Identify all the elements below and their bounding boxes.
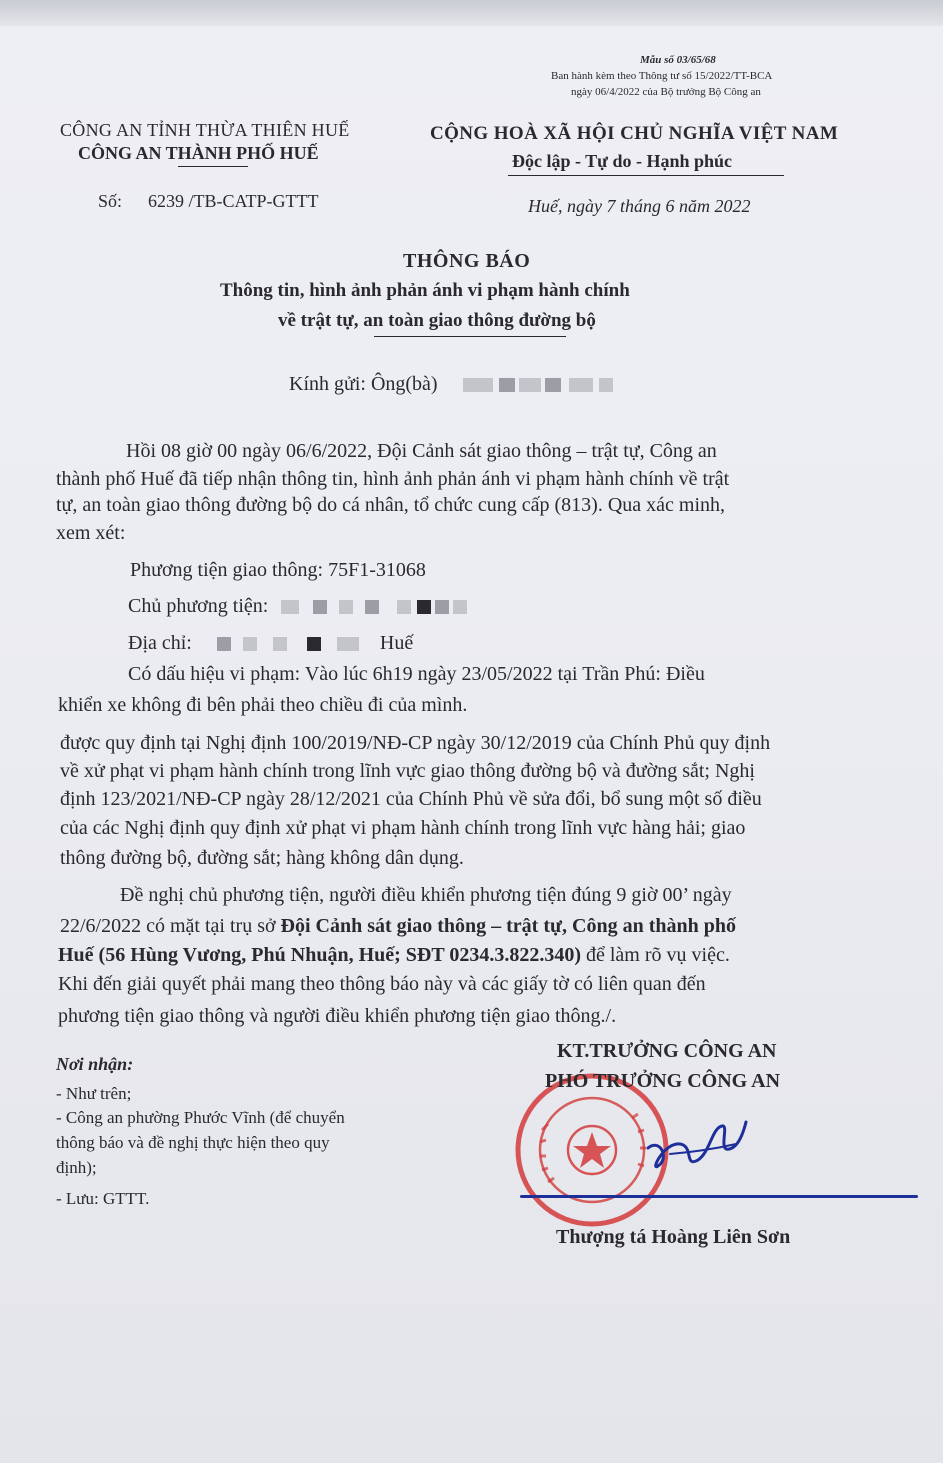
para1-line-3: tự, an toàn giao thông đường bộ do cá nhân, tổ chức cung cấp (813). Qua xác minh,: [56, 494, 726, 516]
request-line-1: Đề nghị chủ phương tiện, người điều khiển phương tiện đúng 9 giờ 00’ ngày: [120, 884, 732, 906]
signature-title-2: PHÓ TRƯỞNG CÔNG AN: [545, 1070, 781, 1092]
form-issued-line-2: ngày 06/4/2022 của Bộ trưởng Bộ Công an: [571, 86, 761, 98]
subtitle-underline: [374, 336, 566, 337]
recipients-heading: Nơi nhận:: [56, 1054, 134, 1074]
greeting-text: Kính gửi: Ông(bà): [289, 373, 438, 395]
signer-name: Thượng tá Hoàng Liên Sơn: [556, 1226, 791, 1248]
legal-line-5: thông đường bộ, đường sắt; hàng không dân dụng.: [60, 847, 464, 869]
greeting: [289, 373, 613, 396]
request-line-5: phương tiện giao thông và người điều khiển phương tiện giao thông./.: [58, 1005, 617, 1027]
violation-line-2: khiển xe không đi bên phải theo chiều đi của mình.: [58, 694, 468, 716]
request-line-2: [60, 915, 736, 938]
request-line-2-a: 22/6/2022 có mặt tại trụ sở: [60, 915, 281, 937]
signature-underline: [520, 1195, 918, 1198]
document-subtitle-2: về trật tự, an toàn giao thông đường bộ: [278, 310, 596, 331]
recipient-item-4: định);: [56, 1158, 97, 1177]
para1-line-2: thành phố Huế đã tiếp nhận thông tin, hình ảnh phản ánh vi phạm hành chính về trật: [56, 468, 730, 490]
document-number-value: 6239 /TB-CATP-GTTT: [148, 191, 319, 211]
owner-label: Chủ phương tiện:: [128, 595, 269, 617]
vehicle-line: Phương tiện giao thông: 75F1-31068: [130, 559, 426, 581]
para1-line-4: xem xét:: [56, 522, 126, 544]
redacted-owner: [281, 595, 467, 617]
document-title: THÔNG BÁO: [403, 250, 531, 272]
document-number-label: Số:: [98, 191, 123, 211]
owner-line: [128, 595, 467, 618]
motto-underline: [508, 175, 784, 176]
handwritten-signature-icon: [640, 1108, 750, 1178]
place-date: Huế, ngày 7 tháng 6 năm 2022: [528, 196, 751, 216]
redacted-address: [217, 632, 364, 654]
address-city: Huế: [379, 632, 414, 654]
form-number: Mẫu số 03/65/68: [640, 54, 716, 66]
recipient-item-1: - Như trên;: [56, 1084, 132, 1103]
recipient-item-3: thông báo và đề nghị thực hiện theo quy: [56, 1133, 330, 1152]
violation-line-1: Có dấu hiệu vi phạm: Vào lúc 6h19 ngày 23/05/2022 tại Trần Phú: Điều: [128, 663, 705, 685]
document-number: [98, 191, 319, 212]
nation-title: CỘNG HOÀ XÃ HỘI CHỦ NGHĨA VIỆT NAM: [430, 123, 839, 144]
recipient-item-2: - Công an phường Phước Vĩnh (để chuyển: [56, 1108, 345, 1127]
org-parent: CÔNG AN TỈNH THỪA THIÊN HUẾ: [60, 120, 350, 140]
org-unit: CÔNG AN THÀNH PHỐ HUẾ: [78, 143, 319, 163]
motto: Độc lập - Tự do - Hạnh phúc: [512, 151, 733, 171]
document-subtitle-1: Thông tin, hình ảnh phản ánh vi phạm hành chính: [220, 280, 630, 301]
recipient-item-5: - Lưu: GTTT.: [56, 1189, 150, 1208]
legal-line-2: về xử phạt vi phạm hành chính trong lĩnh vực giao thông đường bộ và đường sắt; Nghị: [60, 760, 755, 782]
form-issued-line-1: Ban hành kèm theo Thông tư số 15/2022/TT-BCA: [551, 70, 773, 82]
redacted-name: [463, 373, 613, 395]
para1-line-1: Hồi 08 giờ 00 ngày 06/6/2022, Đội Cảnh sát giao thông – trật tự, Công an: [126, 440, 717, 462]
paper-edge: [0, 0, 943, 26]
org-underline: [178, 166, 248, 167]
legal-line-4: của các Nghị định quy định xử phạt vi phạm hành chính trong lĩnh vực hàng hải; giao: [60, 817, 746, 839]
address-line: [128, 632, 413, 655]
request-line-3-a: Huế (56 Hùng Vương, Phú Nhuận, Huế; SĐT 0234.3.822.340): [58, 944, 581, 966]
legal-line-1: được quy định tại Nghị định 100/2019/NĐ-CP ngày 30/12/2019 của Chính Phủ quy định: [60, 732, 771, 754]
request-line-3-b: để làm rõ vụ việc.: [581, 944, 730, 966]
request-line-4: Khi đến giải quyết phải mang theo thông báo này và các giấy tờ có liên quan đến: [58, 973, 706, 995]
request-line-3: [58, 944, 730, 967]
legal-line-3: định 123/2021/NĐ-CP ngày 28/12/2021 của Chính Phủ về sửa đổi, bổ sung một số điều: [60, 788, 762, 810]
request-line-2-b: Đội Cảnh sát giao thông – trật tự, Công an thành phố: [280, 915, 736, 937]
address-label: Địa chỉ:: [128, 632, 192, 654]
signature-title-1: KT.TRƯỞNG CÔNG AN: [557, 1040, 777, 1062]
